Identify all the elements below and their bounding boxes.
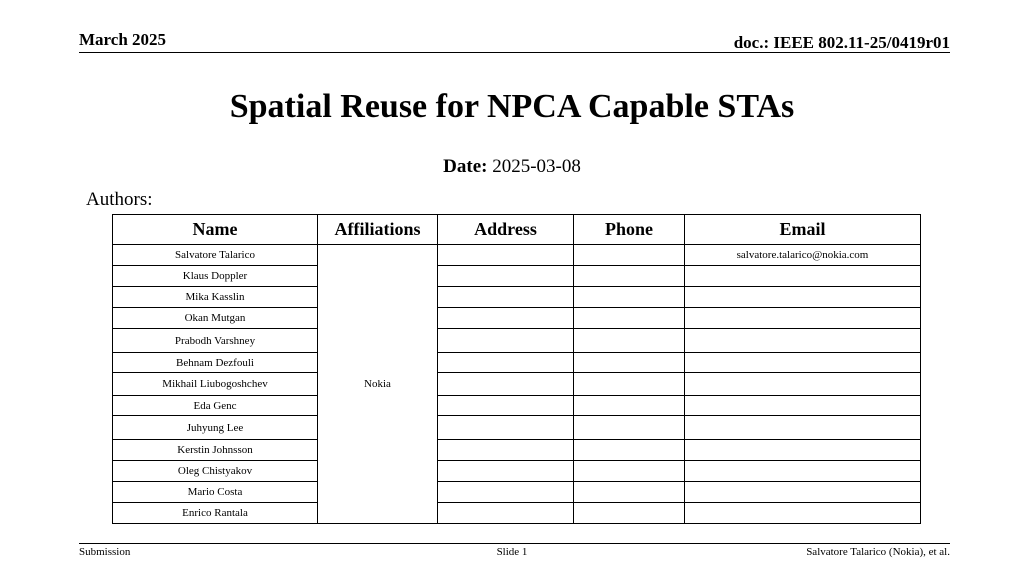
author-address xyxy=(438,353,574,373)
author-phone xyxy=(574,373,685,396)
author-affiliation: Nokia xyxy=(318,245,438,524)
footer-slide-number: Slide 1 xyxy=(496,546,528,558)
author-address xyxy=(438,329,574,353)
footer-author: Salvatore Talarico (Nokia), et al. xyxy=(806,546,950,558)
author-phone xyxy=(574,396,685,416)
authors-label: Authors: xyxy=(86,189,153,210)
author-address xyxy=(438,503,574,524)
author-email xyxy=(685,266,921,287)
author-name: Mika Kasslin xyxy=(113,287,318,308)
date-value: 2025-03-08 xyxy=(492,156,581,177)
table-row xyxy=(113,461,921,482)
author-email xyxy=(685,482,921,503)
header-email: Email xyxy=(685,215,921,245)
author-email xyxy=(685,308,921,329)
author-phone xyxy=(574,353,685,373)
table-row xyxy=(113,245,921,266)
table-row xyxy=(113,416,921,440)
author-name: Eda Genc xyxy=(113,396,318,416)
author-address xyxy=(438,287,574,308)
author-email xyxy=(685,353,921,373)
table-header-row xyxy=(113,215,921,245)
author-address xyxy=(438,245,574,266)
table-body xyxy=(113,245,921,524)
author-email xyxy=(685,396,921,416)
header-name: Name xyxy=(113,215,318,245)
author-phone xyxy=(574,308,685,329)
author-email xyxy=(685,503,921,524)
author-phone xyxy=(574,440,685,461)
author-name: Prabodh Varshney xyxy=(113,329,318,353)
author-address xyxy=(438,416,574,440)
table-row xyxy=(113,440,921,461)
header-date: March 2025 xyxy=(79,30,167,49)
table-row xyxy=(113,308,921,329)
table-row xyxy=(113,266,921,287)
author-email xyxy=(685,461,921,482)
author-phone xyxy=(574,266,685,287)
header-divider xyxy=(79,52,950,53)
author-name: Juhyung Lee xyxy=(113,416,318,440)
author-email: salvatore.talarico@nokia.com xyxy=(685,245,921,266)
author-name: Klaus Doppler xyxy=(113,266,318,287)
header-phone: Phone xyxy=(574,215,685,245)
author-address xyxy=(438,266,574,287)
table-row xyxy=(113,503,921,524)
author-email xyxy=(685,287,921,308)
table-row xyxy=(113,287,921,308)
author-address xyxy=(438,461,574,482)
author-phone xyxy=(574,461,685,482)
author-address xyxy=(438,308,574,329)
author-phone xyxy=(574,503,685,524)
author-address xyxy=(438,373,574,396)
author-name: Behnam Dezfouli xyxy=(113,353,318,373)
header-affiliations: Affiliations xyxy=(318,215,438,245)
author-phone xyxy=(574,482,685,503)
author-email xyxy=(685,373,921,396)
footer-divider xyxy=(79,543,950,544)
author-email xyxy=(685,329,921,353)
author-address xyxy=(438,440,574,461)
table-row xyxy=(113,329,921,353)
table-row xyxy=(113,353,921,373)
author-phone xyxy=(574,287,685,308)
author-name: Mikhail Liubogoshchev xyxy=(113,373,318,396)
table-row xyxy=(113,396,921,416)
author-name: Okan Mutgan xyxy=(113,308,318,329)
author-phone xyxy=(574,245,685,266)
author-email xyxy=(685,440,921,461)
author-address xyxy=(438,482,574,503)
slide-title: Spatial Reuse for NPCA Capable STAs xyxy=(229,88,795,125)
author-name: Salvatore Talarico xyxy=(113,245,318,266)
author-phone xyxy=(574,329,685,353)
header-address: Address xyxy=(438,215,574,245)
authors-table xyxy=(112,214,921,524)
author-phone xyxy=(574,416,685,440)
author-name: Kerstin Johnsson xyxy=(113,440,318,461)
header-doc-id: doc.: IEEE 802.11-25/0419r01 xyxy=(733,33,950,52)
author-name: Mario Costa xyxy=(113,482,318,503)
date-line xyxy=(0,156,1024,178)
table-row xyxy=(113,482,921,503)
author-address xyxy=(438,396,574,416)
date-label: Date: xyxy=(443,156,488,177)
author-email xyxy=(685,416,921,440)
footer-submission: Submission xyxy=(79,546,131,558)
author-name: Enrico Rantala xyxy=(113,503,318,524)
table-row xyxy=(113,373,921,396)
author-name: Oleg Chistyakov xyxy=(113,461,318,482)
